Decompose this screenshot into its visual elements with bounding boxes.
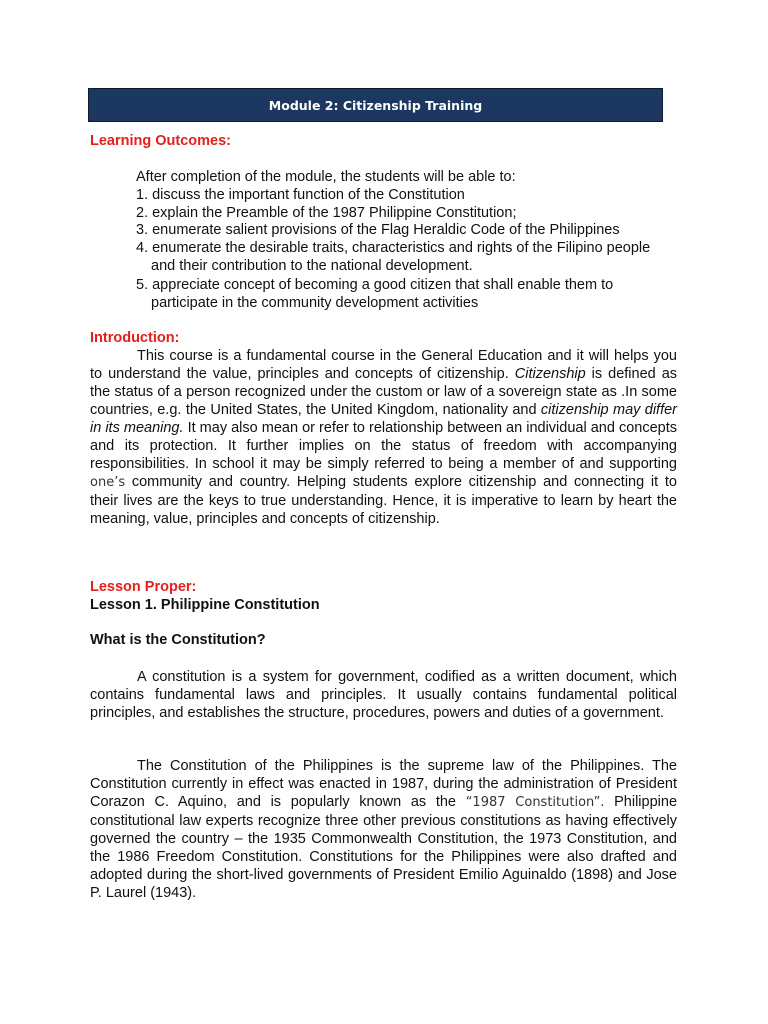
philippine-constitution-paragraph: The Constitution of the Philippines is the supreme law of the Philippines. The Constitution currently in effect was enacted in 1987, during the administration of President Corazon C. Aquino, and is popularly known as the “1987 Constitution”. Philippine constitutional law experts recognize three other previous constitutions as having effectively governed the country – the 1935 Commonwealth Constitution, the 1973 Constitution, and the 1986 Freedom Constitution. Constitutions for the Philippines were also drafted and adopted during the short-lived governments of President Emilio Aguinaldo (1898) and Jose P. Laurel (1943).: [90, 758, 678, 901]
lesson-title: Lesson 1. Philippine Constitution: [90, 597, 320, 613]
outcome-item: 3. enumerate salient provisions of the Flag Heraldic Code of the Philippines: [136, 222, 620, 238]
outcomes-intro: After completion of the module, the students will be able to:: [136, 169, 516, 185]
outcome-item: 4. enumerate the desirable traits, characteristics and rights of the Filipino people: [136, 240, 651, 256]
module-title: Module 2: Citizenship Training: [268, 97, 483, 113]
outcome-item: 1. discuss the important function of the Constitution: [136, 187, 465, 203]
module-title-banner: [88, 88, 663, 122]
outcome-item: participate in the community development activities: [151, 295, 479, 311]
learning-outcomes-heading: Learning Outcomes:: [90, 133, 231, 149]
outcome-item: 2. explain the Preamble of the 1987 Philippine Constitution;: [136, 205, 517, 221]
lesson-proper-heading: Lesson Proper:: [90, 579, 197, 595]
introduction-heading: Introduction:: [90, 330, 180, 346]
outcome-item: 5. appreciate concept of becoming a good citizen that shall enable them to: [136, 277, 614, 293]
introduction-paragraph: This course is a fundamental course in the General Education and it will helps you to understand the value, principles and concepts of citizenship. Citizenship is defined as the status of a person recognized under the custom or law of a sovereign state as .In some countries, e.g. the United States, the United Kingdom, nationality and citizenship may differ in its meaning. It may also mean or refer to relationship between an individual and concepts and its protection. It further implies on the status of freedom with accompanying responsibilities. In school it may be simply referred to being a member of and supporting one’s community and country. Helping students explore citizenship and connecting it to their lives are the keys to true understanding. Hence, it is imperative to learn by heart the meaning, value, principles and concepts of citizenship.: [90, 348, 678, 527]
constitution-definition-paragraph: A constitution is a system for government, codified as a written document, which contains fundamental laws and principles. It usually contains fundamental political principles, and establishes the structure, procedures, powers and duties of a government.: [90, 669, 677, 721]
outcome-item: and their contribution to the national development.: [151, 258, 473, 274]
section-question: What is the Constitution?: [90, 632, 266, 648]
